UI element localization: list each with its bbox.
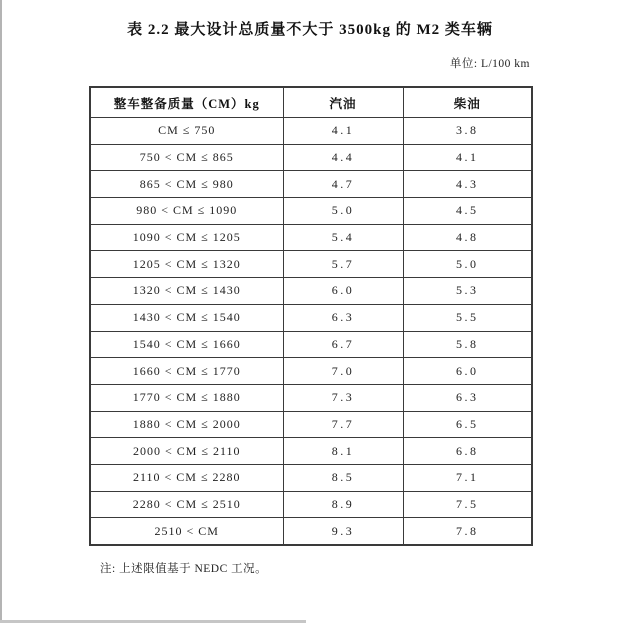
mass-range-cell: 1770 < CM ≤ 1880 <box>90 384 283 411</box>
gasoline-value-cell: 4.4 <box>283 144 403 171</box>
diesel-value-cell: 6.3 <box>403 384 532 411</box>
gasoline-value-cell: 8.5 <box>283 464 403 491</box>
diesel-value-cell: 7.1 <box>403 464 532 491</box>
mass-range-cell: 1540 < CM ≤ 1660 <box>90 331 283 358</box>
mass-range-cell: 1660 < CM ≤ 1770 <box>90 358 283 385</box>
diesel-value-cell: 5.0 <box>403 251 532 278</box>
diesel-value-cell: 5.3 <box>403 278 532 305</box>
table-row <box>90 224 532 251</box>
table-row <box>90 464 532 491</box>
mass-range-cell: 980 < CM ≤ 1090 <box>90 198 283 225</box>
diesel-value-cell: 4.5 <box>403 198 532 225</box>
table-row <box>90 411 532 438</box>
header-mass-range: 整车整备质量（CM）kg <box>90 87 283 118</box>
mass-range-cell: 1205 < CM ≤ 1320 <box>90 251 283 278</box>
header-row <box>90 87 532 118</box>
mass-range-cell: 2510 < CM <box>90 518 283 545</box>
diesel-value-cell: 4.8 <box>403 224 532 251</box>
table-row <box>90 518 532 545</box>
gasoline-value-cell: 7.0 <box>283 358 403 385</box>
mass-range-cell: 1320 < CM ≤ 1430 <box>90 278 283 305</box>
table-row <box>90 118 532 145</box>
mass-range-cell: 2110 < CM ≤ 2280 <box>90 464 283 491</box>
diesel-value-cell: 7.8 <box>403 518 532 545</box>
table-row <box>90 331 532 358</box>
diesel-value-cell: 4.1 <box>403 144 532 171</box>
diesel-value-cell: 6.8 <box>403 438 532 465</box>
diesel-value-cell: 4.3 <box>403 171 532 198</box>
gasoline-value-cell: 6.0 <box>283 278 403 305</box>
table-row <box>90 358 532 385</box>
mass-range-cell: 1880 < CM ≤ 2000 <box>90 411 283 438</box>
gasoline-value-cell: 8.1 <box>283 438 403 465</box>
gasoline-value-cell: 8.9 <box>283 491 403 518</box>
gasoline-value-cell: 5.7 <box>283 251 403 278</box>
unit-label: 单位: L/100 km <box>449 58 530 70</box>
mass-range-cell: 865 < CM ≤ 980 <box>90 171 283 198</box>
table-row <box>90 198 532 225</box>
gasoline-value-cell: 6.3 <box>283 304 403 331</box>
diesel-value-cell: 3.8 <box>403 118 532 145</box>
table-row <box>90 491 532 518</box>
mass-range-cell: CM ≤ 750 <box>90 118 283 145</box>
table-title: 表 2.2 最大设计总质量不大于 3500kg 的 M2 类车辆 <box>127 22 493 38</box>
diesel-value-cell: 5.8 <box>403 331 532 358</box>
table-row <box>90 304 532 331</box>
table-row <box>90 251 532 278</box>
table-row <box>90 171 532 198</box>
table-row <box>90 278 532 305</box>
gasoline-value-cell: 7.7 <box>283 411 403 438</box>
footnote: 注: 上述限值基于 NEDC 工况。 <box>100 563 268 575</box>
header-gasoline: 汽油 <box>283 87 403 118</box>
gasoline-value-cell: 5.4 <box>283 224 403 251</box>
mass-range-cell: 2000 < CM ≤ 2110 <box>90 438 283 465</box>
diesel-value-cell: 7.5 <box>403 491 532 518</box>
page-left-edge-line <box>0 0 2 623</box>
header-diesel: 柴油 <box>403 87 532 118</box>
mass-range-cell: 750 < CM ≤ 865 <box>90 144 283 171</box>
gasoline-value-cell: 5.0 <box>283 198 403 225</box>
gasoline-value-cell: 7.3 <box>283 384 403 411</box>
table-row <box>90 144 532 171</box>
table-row <box>90 384 532 411</box>
gasoline-value-cell: 4.1 <box>283 118 403 145</box>
diesel-value-cell: 6.0 <box>403 358 532 385</box>
diesel-value-cell: 5.5 <box>403 304 532 331</box>
gasoline-value-cell: 9.3 <box>283 518 403 545</box>
table-row <box>90 438 532 465</box>
gasoline-value-cell: 6.7 <box>283 331 403 358</box>
table-body <box>90 118 532 546</box>
table-header <box>90 87 532 118</box>
diesel-value-cell: 6.5 <box>403 411 532 438</box>
mass-range-cell: 2280 < CM ≤ 2510 <box>90 491 283 518</box>
mass-range-cell: 1090 < CM ≤ 1205 <box>90 224 283 251</box>
mass-range-cell: 1430 < CM ≤ 1540 <box>90 304 283 331</box>
fuel-limit-table <box>89 86 533 546</box>
gasoline-value-cell: 4.7 <box>283 171 403 198</box>
